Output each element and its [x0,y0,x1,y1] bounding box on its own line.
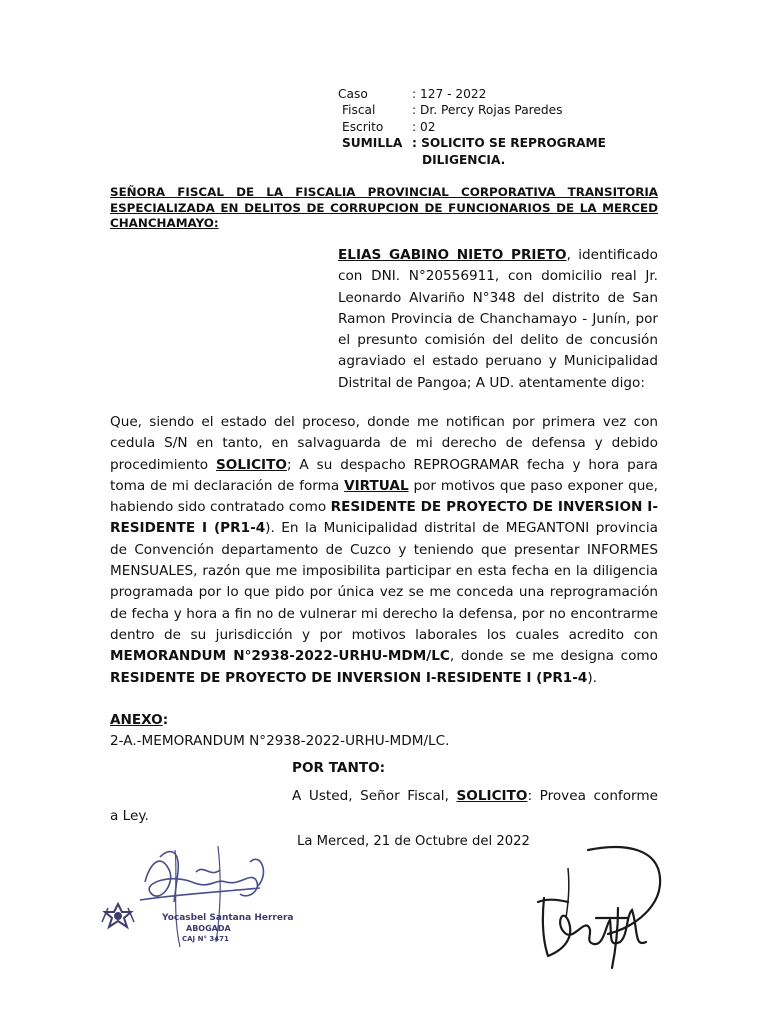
signature-scribble-left [140,852,263,902]
caso-value: : 127 - 2022 [412,87,487,101]
closing-text-a: A Usted, Señor Fiscal, [292,788,457,804]
petitioner-details: , identificado con DNI. N°20556911, con domicilio real Jr. Leonardo Alvariño N°348 del distrito de San Ramon Provincia de Chanchamayo - Junín, por el presunto comisión del delito de concusión agraviado el estado peruano y Municipalidad Distrital de Pangoa; A UD. atentamente digo: [338,247,659,391]
place-date: La Merced, 21 de Octubre del 2022 [297,834,530,849]
escrito-row [338,119,606,135]
body-text-4: ). En la Municipalidad distrital de MEGANTONI provincia de Convención departamento de Cuzco y teniendo que presentar INFORMES MENSUALES, razón que me imposibilita participar en esta fecha en la diligencia programada por lo que pido por única vez se me conceda una reprogramación de fecha y hora a fin no de vulnerar mi derecho la defensa, por no encontrarme dentro de su jurisdicción y por motivos laborales los cuales acredito con [110,520,658,643]
petitioner-signature [508,838,678,978]
body-text-5: , donde se me designa como [449,648,658,665]
body-text-6: ). [587,669,597,686]
fiscal-row [338,102,606,118]
stamp-caj: CAJ N° 3471 [182,935,229,943]
closing-request [292,786,658,807]
stamp-name: Yocasbel Santana Herrera [162,913,294,923]
por-tanto-title: POR TANTO: [292,760,386,776]
solicito-keyword: SOLICITO [216,456,287,473]
annex-item: 2-A.-MEMORANDUM N°2938-2022-URHU-MDM/LC. [110,733,450,750]
virtual-keyword: VIRTUAL [344,477,409,494]
body-text-3: por motivos que paso exponer que, habiendo sido contratado como [110,477,658,516]
annex-section [110,710,658,753]
case-header [338,86,606,168]
closing-text-c: a Ley. [110,808,149,824]
sumilla-value-continued: DILIGENCIA. [422,152,506,167]
caso-label: Caso [338,87,368,101]
annex-title: ANEXO [110,712,163,728]
residente-title-2: RESIDENTE DE PROYECTO DE INVERSION I-RESIDENTE I (PR1-4 [110,669,588,686]
sumilla-value: : SOLICITO SE REPROGRAME [412,136,606,151]
body-text-1: Que, siendo el estado del proceso, donde me notifican por primera vez con cedula S/N en tanto, en salvaguarda de mi derecho de defensa y debido procedimiento [110,414,658,473]
escrito-value: : 02 [412,119,436,134]
petitioner-name: ELIAS GABINO NIETO PRIETO [338,247,567,263]
fiscal-value: : Dr. Percy Rojas Paredes [412,103,563,118]
memorandum-reference: MEMORANDUM N°2938-2022-URHU-MDM/LC [110,648,450,665]
addressee: SEÑORA FISCAL DE LA FISCALIA PROVINCIAL CORPORATIVA TRANSITORIA ESPECIALIZADA EN DELITOS DE CORRUPCION DE FUNCIONARIOS DE LA MERCED CHANCHAMAYO: [110,185,658,230]
lawyer-signature-stamp [100,842,295,952]
escrito-label: Escrito [342,119,384,134]
closing-solicito: SOLICITO [456,788,528,804]
residente-title-1: RESIDENTE DE PROYECTO DE INVERSION I-RESIDENTE I (PR1-4 [110,499,658,537]
body-text-2: ; A su despacho REPROGRAMAR fecha y hora para toma de mi declaración de forma [110,456,658,494]
fiscal-label: Fiscal [342,103,376,118]
caso-row [338,86,606,102]
petitioner-intro [338,245,658,394]
peru-emblem-icon [102,904,134,927]
stamp-title: ABOGADA [186,924,231,933]
request-body [110,412,658,689]
annex-colon: : [162,712,169,728]
closing-text-b: : Provea conforme [527,788,658,804]
sumilla-label: SUMILLA [342,136,403,151]
sumilla-row [338,135,606,151]
